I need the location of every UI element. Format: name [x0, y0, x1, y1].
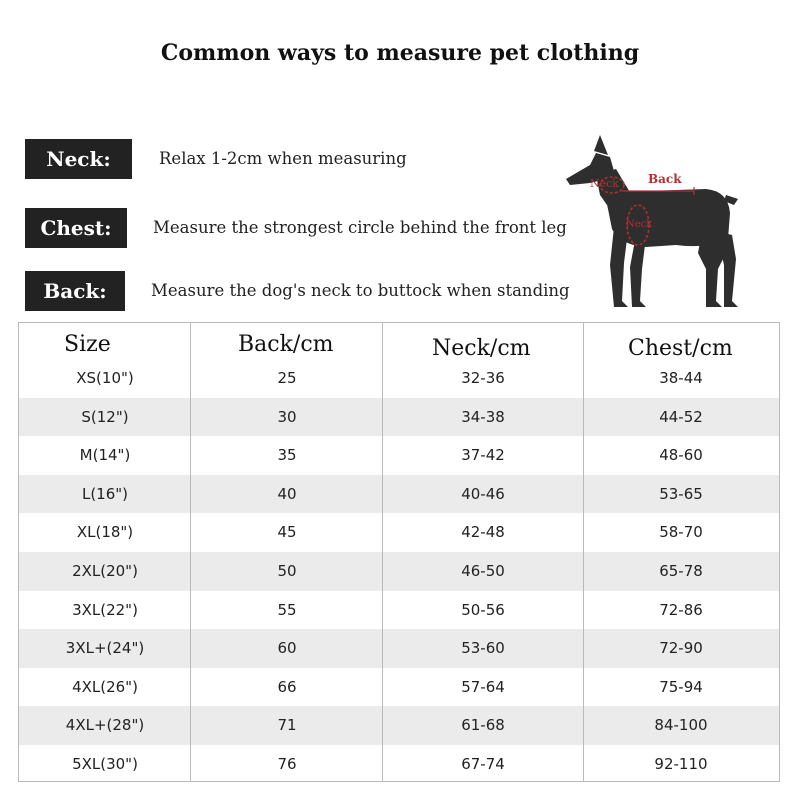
cell-neck: 40-46 — [461, 484, 505, 503]
cell-chest: 44-52 — [659, 407, 703, 426]
rule-label-back: Back: — [25, 271, 125, 311]
rule-text-chest: Measure the strongest circle behind the front leg — [153, 218, 567, 237]
rule-text-neck: Relax 1-2cm when measuring — [159, 149, 407, 168]
cell-chest: 53-65 — [659, 484, 703, 503]
cell-neck: 61-68 — [461, 716, 505, 735]
cell-back: 66 — [277, 677, 297, 696]
cell-back: 30 — [277, 407, 297, 426]
header-size: Size — [64, 332, 111, 357]
cell-size: 3XL+(24") — [65, 639, 145, 658]
cell-size: M(14") — [79, 446, 131, 465]
cell-back: 25 — [277, 369, 297, 387]
dog-label-chest: Neck — [626, 219, 653, 230]
cell-chest: 72-86 — [659, 600, 703, 619]
cell-size: 2XL(20") — [72, 562, 138, 580]
cell-size: S(12") — [81, 407, 129, 426]
table-row — [19, 513, 779, 552]
header-back: Back/cm — [238, 332, 334, 357]
cell-neck: 34-38 — [461, 407, 505, 426]
page-title: Common ways to measure pet clothing — [160, 40, 640, 66]
dog-silhouette-icon — [556, 135, 746, 320]
column-divider — [382, 322, 383, 782]
cell-neck: 50-56 — [461, 600, 505, 619]
dog-illustration — [556, 135, 746, 320]
cell-size: 4XL(26") — [72, 677, 138, 696]
cell-neck: 32-36 — [461, 369, 505, 387]
cell-back: 76 — [277, 755, 297, 773]
cell-size: 5XL(30") — [72, 755, 138, 773]
header-neck: Neck/cm — [432, 336, 531, 361]
table-row — [19, 552, 779, 591]
column-divider — [190, 322, 191, 782]
rule-label-chest: Chest: — [25, 208, 127, 248]
cell-chest: 38-44 — [659, 369, 703, 387]
cell-chest: 72-90 — [659, 639, 703, 658]
cell-chest: 48-60 — [659, 446, 703, 465]
cell-chest: 58-70 — [659, 523, 703, 542]
cell-back: 35 — [277, 446, 297, 465]
rule-text-back: Measure the dog's neck to buttock when standing — [151, 281, 570, 300]
cell-neck: 37-42 — [461, 446, 505, 465]
cell-back: 50 — [277, 562, 297, 580]
cell-size: XL(18") — [76, 523, 134, 542]
cell-size: 4XL+(28") — [65, 716, 145, 735]
dog-label-neck: Neck — [590, 177, 619, 190]
rule-label-neck: Neck: — [25, 139, 132, 179]
table-row — [19, 398, 779, 437]
cell-size: XS(10") — [76, 369, 134, 387]
cell-size: L(16") — [81, 484, 129, 503]
cell-size: 3XL(22") — [72, 600, 138, 619]
cell-back: 40 — [277, 484, 297, 503]
header-chest: Chest/cm — [628, 336, 733, 361]
dog-label-back: Back — [648, 172, 682, 186]
cell-neck: 67-74 — [461, 755, 505, 773]
cell-neck: 46-50 — [461, 562, 505, 580]
table-row — [19, 629, 779, 668]
cell-back: 45 — [277, 523, 297, 542]
cell-neck: 53-60 — [461, 639, 505, 658]
table-row — [19, 706, 779, 745]
table-row — [19, 745, 779, 784]
table-row — [19, 591, 779, 630]
cell-chest: 65-78 — [659, 562, 703, 580]
cell-neck: 57-64 — [461, 677, 505, 696]
table-row — [19, 668, 779, 707]
column-divider — [583, 322, 584, 782]
table-row — [19, 436, 779, 475]
cell-back: 60 — [277, 639, 297, 658]
cell-back: 55 — [277, 600, 297, 619]
table-row — [19, 475, 779, 514]
cell-back: 71 — [277, 716, 297, 735]
cell-neck: 42-48 — [461, 523, 505, 542]
cell-chest: 84-100 — [654, 716, 708, 735]
cell-chest: 92-110 — [654, 755, 708, 773]
cell-chest: 75-94 — [659, 677, 703, 696]
